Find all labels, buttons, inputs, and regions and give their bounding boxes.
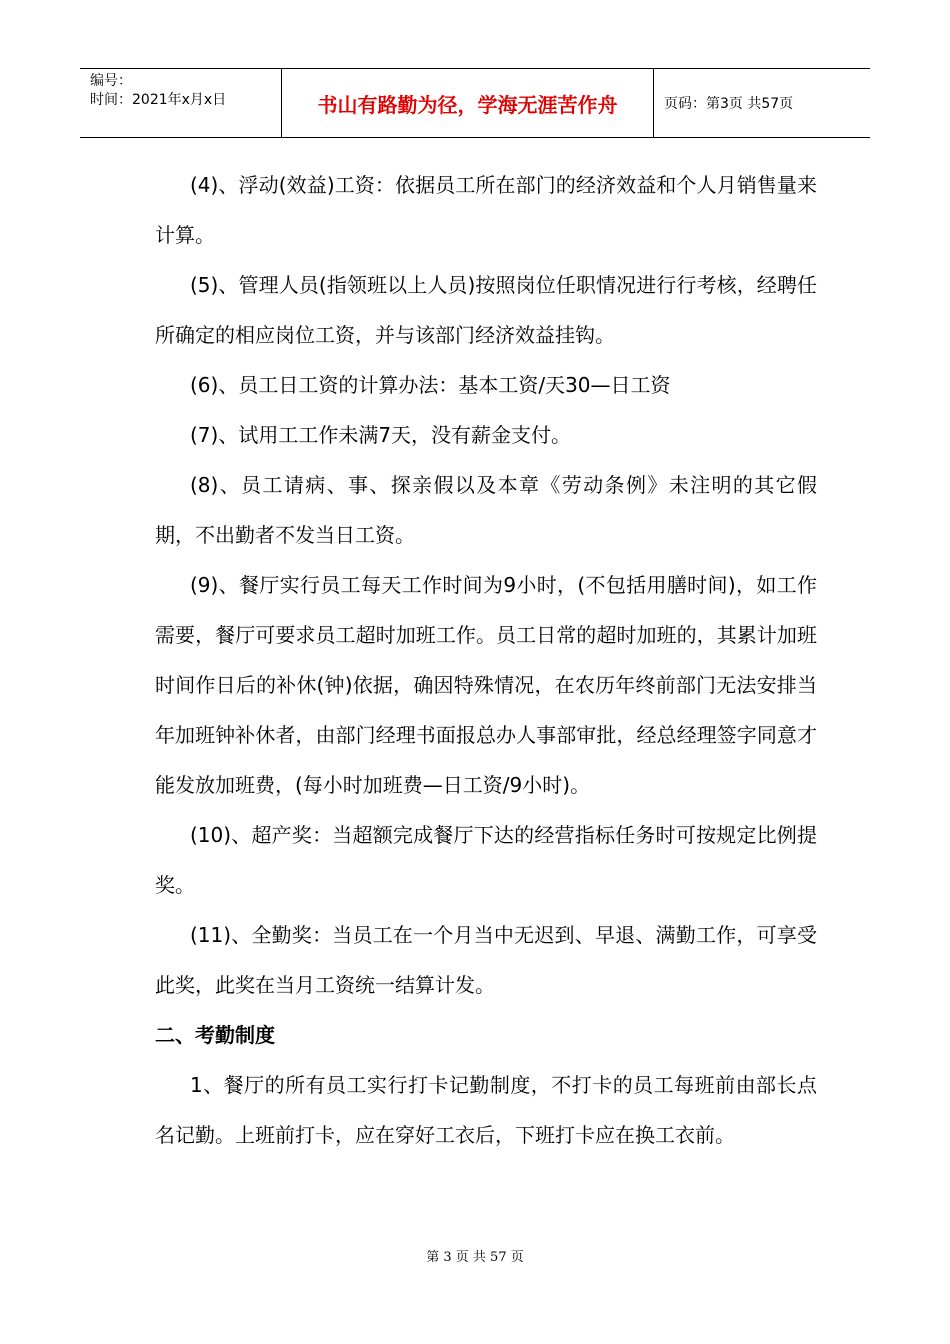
document-date: 时间：2021年x月x日: [90, 92, 227, 108]
paragraph-leave: (8)、员工请病、事、探亲假以及本章《劳动条例》未注明的其它假期，不出勤者不发当日工资。: [155, 473, 817, 547]
page-header: [80, 68, 870, 138]
paragraph-daily-wage: (6)、员工日工资的计算办法：基本工资/天30—日工资: [190, 373, 671, 397]
section-heading: 二、考勤制度: [155, 1023, 275, 1047]
header-meta: [80, 69, 282, 137]
document-number-label: 编号：: [90, 73, 132, 89]
paragraph-working-hours: (9)、餐厅实行员工每天工作时间为9小时，(不包括用膳时间)，如工作需要，餐厅可要求员工超时加班工作。员工日常的超时加班的，其累计加班时间作日后的补休(钟)依据，确因特殊情况，在农历年终前部门无法安排当年加班钟补休者，由部门经理书面报总办人事部审批，经总经理签字同意才能发放加班费，(每小时加班费—日工资/9小时)。: [155, 573, 817, 797]
paragraph-attendance-rule: 1、餐厅的所有员工实行打卡记勤制度，不打卡的员工每班前由部长点名记勤。上班前打卡，应在穿好工衣后，下班打卡应在换工衣前。: [155, 1073, 817, 1147]
paragraph-management-staff: (5)、管理人员(指领班以上人员)按照岗位任职情况进行行考核，经聘任所确定的相应岗位工资，并与该部门经济效益挂钩。: [155, 273, 817, 347]
paragraph-probation: (7)、试用工工作未满7天，没有薪金支付。: [190, 423, 572, 447]
page-footer: 第 3 页 共 57 页: [426, 1250, 524, 1265]
header-page-info: 页码：第3页 共57页: [664, 96, 794, 112]
paragraph-overproduction-bonus: (10)、超产奖：当超额完成餐厅下达的经营指标任务时可按规定比例提奖。: [155, 823, 817, 897]
header-motto: 书山有路勤为径，学海无涯苦作舟: [282, 69, 654, 137]
paragraph-floating-wage: (4)、浮动(效益)工资：依据员工所在部门的经济效益和个人月销售量来计算。: [155, 173, 817, 247]
paragraph-attendance-bonus: (11)、全勤奖：当员工在一个月当中无迟到、早退、满勤工作，可享受此奖，此奖在当月工资统一结算计发。: [155, 923, 817, 997]
document-body: [155, 160, 817, 1160]
